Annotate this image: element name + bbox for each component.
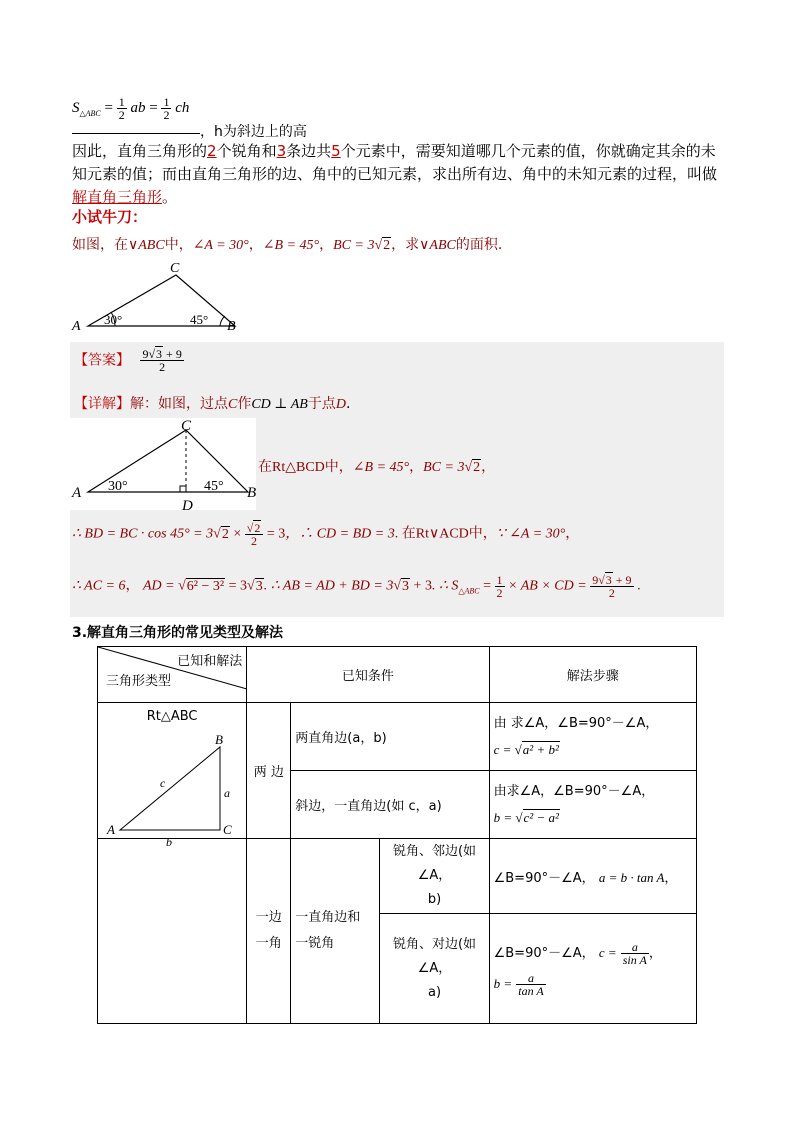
- count-sides: 3: [276, 142, 287, 160]
- step-1: 在Rt△BCD中，∠B = 45°，BC = 3√2，: [258, 459, 496, 475]
- fig1-angle-30: 30°: [104, 312, 123, 327]
- rt-triangle-figure: [102, 733, 242, 853]
- svg-text:C: C: [223, 822, 232, 837]
- fig2-label-c: C: [181, 418, 192, 434]
- fig1-label-a: A: [72, 319, 81, 334]
- fig2-label-a: A: [72, 485, 82, 501]
- fig2-angle-45: 45°: [204, 479, 224, 494]
- answer-value: $\frac{9√3 + 9}{2}$: [142, 347, 182, 374]
- solution-table: [97, 646, 697, 1024]
- header-triangle-type: 三角形类型: [106, 674, 172, 689]
- area-note: ，h为斜边上的高: [200, 124, 307, 140]
- rt-triangle-cell: [98, 703, 247, 849]
- known-angle-adjacent: 锐角、邻边(如∠A， b): [380, 839, 489, 914]
- area-formula: $S_{\triangle ABC}$ = $\frac{1}{2}$ ab = $\frac{1}{2}$ ch: [72, 95, 190, 122]
- defined-term: 解直角三角形: [72, 188, 163, 206]
- fig1-label-b: B: [227, 319, 236, 334]
- fraction-final-area: $\frac{9√3 + 9}{2}$: [592, 573, 632, 600]
- answer-row: [74, 348, 184, 373]
- empty-cell: [98, 839, 247, 1024]
- svg-text:B: B: [215, 733, 223, 747]
- area-subscript: △ABC: [79, 108, 101, 118]
- detail-tag: 【详解】: [74, 396, 130, 412]
- known-two-legs: 两直角边(a，b): [291, 703, 489, 771]
- count-elements: 5: [331, 142, 341, 160]
- problem-statement: 如图，在∨ABC中，∠A = 30°，∠B = 45°，BC = 3√2，求∨ABC的面积.: [72, 237, 503, 253]
- steps-two-legs: 由 求∠A，∠B=90°－∠A， c = √a² + b²: [489, 703, 696, 771]
- svg-text:A: A: [107, 822, 115, 837]
- step-2: ∴ BD = BC · cos 45° = 3√2 × $\frac{√2}{2}$ = 3，∴ CD = BD = 3. 在Rt∨ACD中，∵ ∠A = 30°，: [72, 521, 580, 548]
- steps-angle-adjacent: ∠B=90°－∠A， a = b · tan A，: [489, 839, 696, 914]
- svg-text:b: b: [166, 835, 172, 849]
- detail-row: 【详解】解：如图，过点C作CD ⊥ AB于点D.: [74, 396, 351, 412]
- fig1-angle-45: 45°: [190, 312, 209, 327]
- count-angles: 2: [207, 142, 217, 160]
- fraction-half-3: $\frac{1}{2}$: [496, 573, 503, 600]
- fig2-label-b: B: [247, 485, 257, 501]
- fig2-angle-30: 30°: [108, 479, 128, 494]
- fraction-root2-over-2: $\frac{√2}{2}$: [245, 522, 264, 547]
- fraction-half-1: $\frac{1}{2}$: [118, 95, 125, 122]
- leg-acute-cell: 一直角边和 一锐角: [291, 839, 380, 1024]
- intro-paragraph: 因此，直角三角形的2个锐角和3条边共5个元素中，需要知道哪几个元素的值，你就确定其余的未知元素的值；而由直角三角形的边、角中的已知元素，求出所有边、角中的未知元素的过程，叫做解直角三角形。: [72, 142, 718, 206]
- known-angle-opposite: 锐角、对边(如∠A， a): [380, 914, 489, 1024]
- answer-tag: 【答案】: [74, 352, 130, 369]
- header-diagonal-cell: [98, 647, 247, 703]
- svg-text:c: c: [160, 776, 166, 790]
- step-3: ∴ AC = 6， AD = √6² − 3² = 3√3. ∴ AB = AD + BD = 3√3 + 3. ∴ $S_{\triangle ABC}$ = $\frac{1}{2}$ × AB × CD = $\frac{9√3 + 9}{2}$ .: [72, 573, 641, 600]
- fig1-label-c: C: [170, 261, 180, 276]
- fig2-label-d: D: [182, 498, 193, 514]
- two-sides-cell: 两 边: [247, 703, 291, 839]
- steps-hyp-leg: 由求∠A，∠B=90°－∠A， b = √c² − a²: [489, 771, 696, 839]
- svg-text:a: a: [224, 786, 230, 800]
- trial-heading: 小试牛刀：: [72, 208, 148, 226]
- formula-underline: [72, 133, 200, 134]
- triangle-figure-2: [70, 418, 260, 514]
- header-solution-steps: 解法步骤: [489, 647, 696, 703]
- header-known-conditions: 已知条件: [247, 647, 489, 703]
- area-symbol: S: [72, 99, 80, 116]
- known-hyp-leg: 斜边，一直角边(如 c，a): [291, 771, 489, 839]
- term-ch: ch: [175, 99, 190, 116]
- section-3-title: 3.解直角三角形的常见类型及解法: [72, 625, 284, 641]
- steps-angle-opposite: ∠B=90°－∠A， c = $\frac{a}{\text{sin A}}$ ， b = $\frac{a}{\text{tan A}}$: [489, 914, 696, 1024]
- fraction-half-2: $\frac{1}{2}$: [163, 95, 170, 122]
- header-known-solution: 已知和解法: [177, 654, 243, 669]
- term-ab: ab: [130, 99, 146, 116]
- one-side-angle-cell: 一边 一角: [247, 839, 291, 1024]
- rt-label: Rt△ABC: [146, 709, 198, 724]
- triangle-figure-1: [70, 258, 250, 336]
